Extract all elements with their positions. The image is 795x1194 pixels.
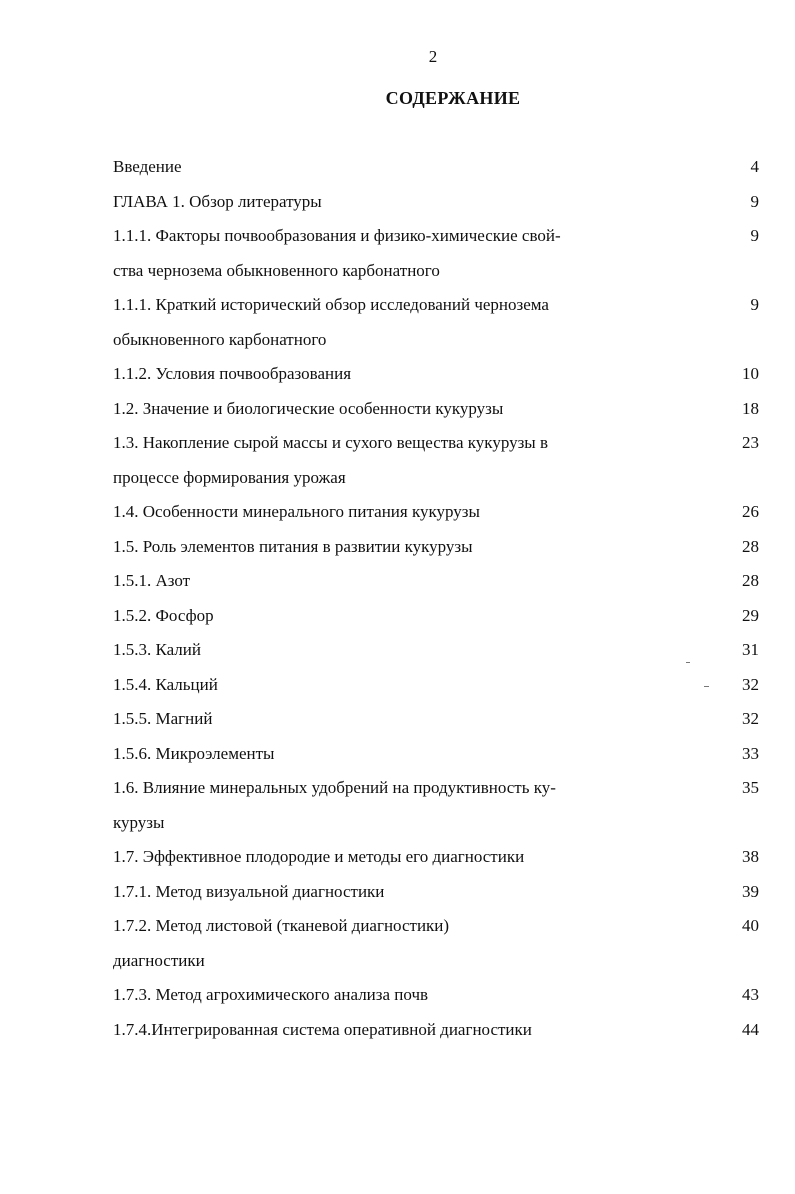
toc-entry-page: 32 [742,674,759,694]
toc-entry-page: 9 [750,226,759,245]
toc-entry-page: 31 [742,640,759,659]
toc-entry-page: 33 [742,743,759,763]
toc-entry-title: 1.1.1. Факторы почвообразования и физико-химические свой- ства чернозема обыкновенного карбонатного [113,226,561,280]
toc-entry [113,771,759,840]
toc-entry-title: 1.1.1. Краткий исторический обзор исследований чернозема обыкновенного карбонатного [113,295,549,349]
toc-entry-page: 40 [742,916,759,935]
toc-entry [113,185,759,220]
scan-speck [704,686,709,687]
toc-entry-page: 35 [742,778,759,797]
toc-entry [113,737,759,772]
toc-entry-title: 1.5.3. Калий [113,640,201,659]
toc-entry-page: 39 [742,881,759,901]
toc-entry-page: 44 [742,1019,759,1039]
toc-entry [113,1013,759,1048]
toc-entry-title: 1.5.6. Микроэлементы [113,743,275,763]
toc-entry-page: 26 [742,502,759,521]
toc-entry-title: 1.7.4.Интегрированная система оперативной диагностики [113,1019,532,1039]
toc-entry-title: 1.4. Особенности минерального питания кукурузы [113,502,480,521]
toc-entry-page: 32 [742,709,759,728]
toc-entry [113,978,759,1013]
toc-entry [113,668,759,703]
page-number: 2 [428,47,438,66]
toc-entry-title: 1.7.1. Метод визуальной диагностики [113,881,385,901]
toc-entry-page: 28 [742,536,759,556]
toc-entry [113,150,759,185]
toc-entry-title: 1.7.3. Метод агрохимического анализа почв [113,985,429,1004]
toc-entry-title: Введение [113,157,182,176]
toc-entry [113,564,759,599]
toc-entry [113,288,759,357]
toc-entry-title: 1.7. Эффективное плодородие и методы его диагностики [113,847,525,866]
toc-entry [113,530,759,565]
toc-entry-page: 43 [742,985,759,1004]
toc-entry [113,875,759,910]
toc-entry-title: 1.5.5. Магний [113,709,213,728]
toc-entry-title: 1.5.2. Фосфор [113,605,214,625]
toc-entry-page: 9 [750,295,759,314]
toc-entry-page: 28 [742,571,759,590]
toc-entry-page: 38 [742,847,759,866]
toc-entry-title: 1.6. Влияние минеральных удобрений на продуктивность ку- курузы [113,778,556,832]
toc-entry-title: 1.2. Значение и биологические особенности кукурузы [113,398,504,418]
toc-entry-title: ГЛАВА 1. Обзор литературы [113,191,322,211]
toc-entry-title: 1.5.4. Кальций [113,674,218,694]
toc-entry-title: 1.3. Накопление сырой массы и сухого вещества кукурузы в процессе формирования урожая [113,433,549,487]
toc-entry-title: 1.7.2. Метод листовой (тканевой диагностики) диагностики [113,916,450,970]
toc-entry-page: 4 [750,157,759,176]
toc-entry-title: 1.5. Роль элементов питания в развитии кукурузы [113,536,473,556]
scan-speck [686,662,690,663]
toc-entry [113,702,759,737]
toc-entry [113,495,759,530]
toc-entry-title: 1.1.2. Условия почвообразования [113,364,352,383]
toc-entry [113,633,759,668]
toc-entry-page: 29 [742,605,759,625]
toc-entry [113,840,759,875]
toc-entry-title: 1.5.1. Азот [113,571,191,590]
toc-entry-page: 23 [742,433,759,452]
toc-entry [113,392,759,427]
toc-entry-page: 18 [742,398,759,418]
toc-entry-page: 10 [742,364,759,383]
toc-entry [113,357,759,392]
page-title: СОДЕРЖАНИЕ [385,88,521,108]
toc-entry [113,426,759,495]
table-of-contents [113,150,759,1047]
toc-entry [113,909,759,978]
toc-entry [113,599,759,634]
toc-entry-page: 9 [750,191,759,211]
toc-entry [113,219,759,288]
